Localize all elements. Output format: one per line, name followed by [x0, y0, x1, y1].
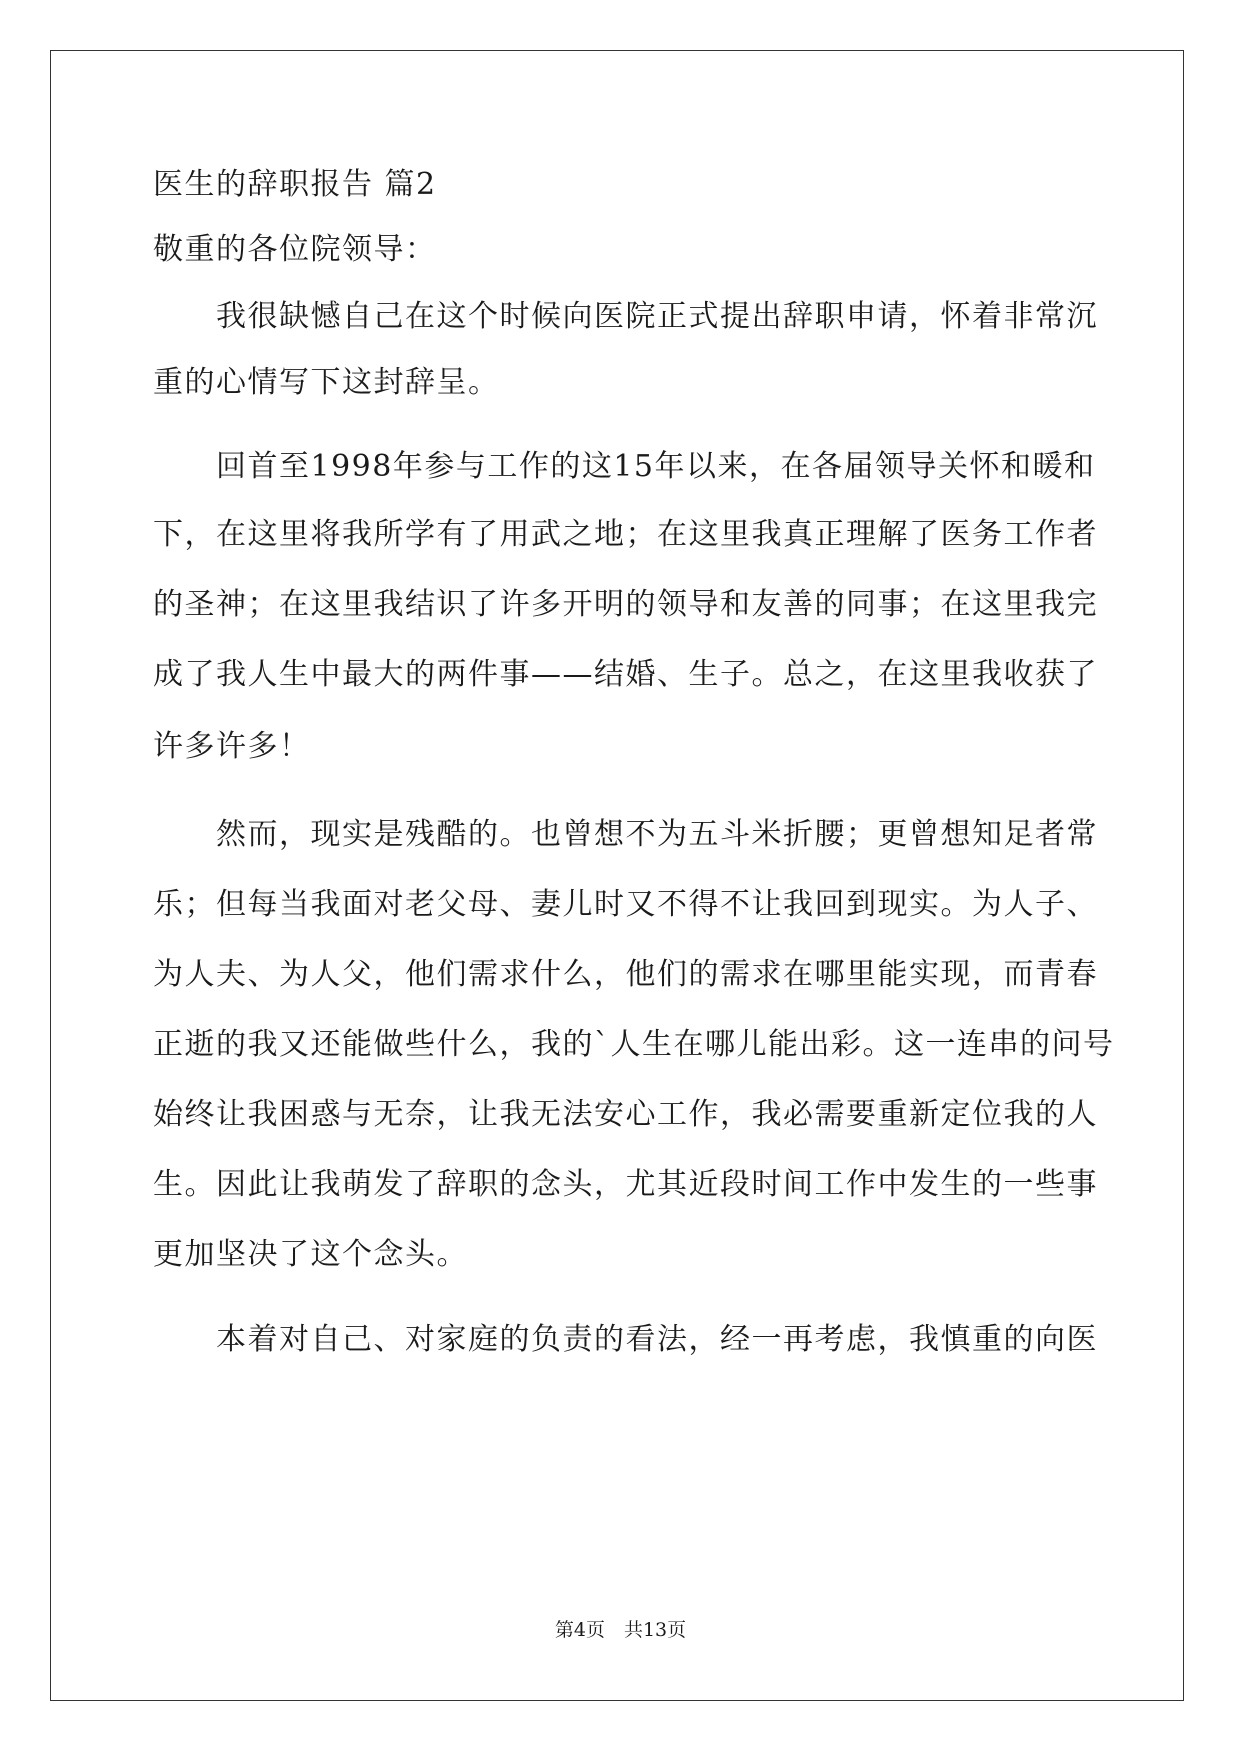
text-line: 乐；但每当我面对老父母、妻儿时又不得不让我回到现实。为人子、 [153, 887, 1098, 922]
salutation: 敬重的各位院领导： [153, 232, 437, 267]
text-line: 生。因此让我萌发了辞职的念头，尤其近段时间工作中发生的一些事 [153, 1167, 1098, 1202]
text-line: 始终让我困惑与无奈，让我无法安心工作，我必需要重新定位我的人 [153, 1097, 1098, 1132]
page-number: 第4页 共13页 [554, 1619, 687, 1641]
text-line: 我很缺憾自己在这个时候向医院正式提出辞职申请，怀着非常沉 [153, 299, 1098, 334]
text-line: 然而，现实是残酷的。也曾想不为五斗米折腰；更曾想知足者常 [153, 817, 1098, 852]
text-line: 的圣神；在这里我结识了许多开明的领导和友善的同事；在这里我完 [153, 587, 1098, 622]
text-line: 许多许多！ [153, 729, 311, 764]
text-line: 为人夫、为人父，他们需求什么，他们的需求在哪里能实现，而青春 [153, 957, 1098, 992]
document-title: 医生的辞职报告 篇2 [153, 167, 437, 202]
text-line: 回首至1998年参与工作的这15年以来，在各届领导关怀和暖和 [153, 449, 1096, 484]
text-line: 重的心情写下这封辞呈。 [153, 365, 500, 400]
text-line: 更加坚决了这个念头。 [153, 1237, 468, 1272]
text-line: 正逝的我又还能做些什么，我的`人生在哪儿能出彩。这一连串的问号 [153, 1027, 1115, 1062]
text-line: 成了我人生中最大的两件事——结婚、生子。总之，在这里我收获了 [153, 657, 1098, 692]
text-line: 本着对自己、对家庭的负责的看法，经一再考虑，我慎重的向医 [153, 1322, 1098, 1357]
text-line: 下，在这里将我所学有了用武之地；在这里我真正理解了医务工作者 [153, 517, 1098, 552]
